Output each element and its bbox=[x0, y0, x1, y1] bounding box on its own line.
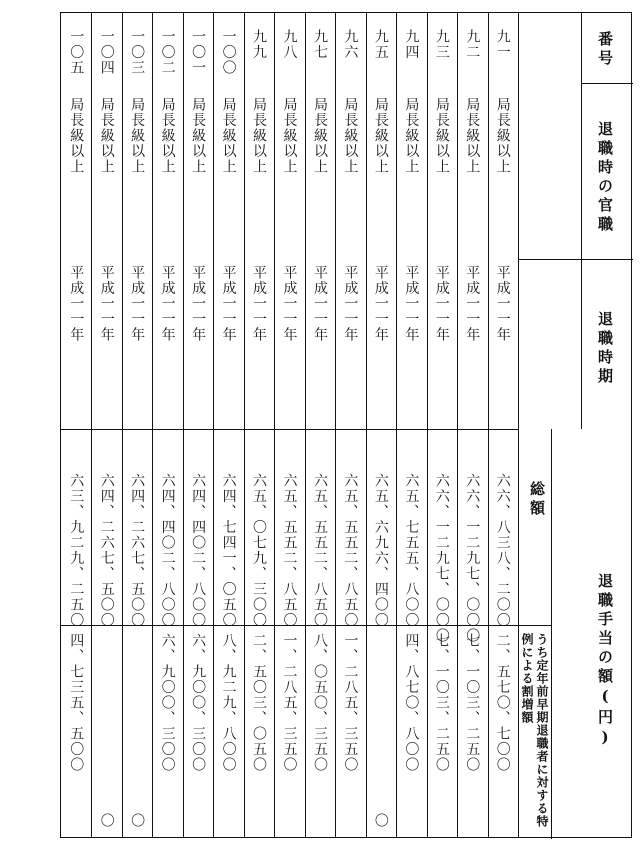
row-special: 〇 bbox=[372, 813, 389, 829]
row-total: 六五、五五二、八五〇 bbox=[342, 473, 359, 628]
row-number: 九五 bbox=[372, 29, 389, 60]
column-divider bbox=[488, 13, 489, 837]
row-special: 一、二八五、三五〇 bbox=[281, 633, 298, 773]
row-number: 九七 bbox=[311, 29, 328, 60]
column-divider bbox=[305, 13, 306, 837]
row-total: 六六、一二九七、〇〇〇 bbox=[433, 473, 450, 644]
row-period: 平成一一年 bbox=[342, 265, 359, 343]
row-position: 局長級以上 bbox=[311, 97, 328, 175]
row-special: 二、五七〇、七〇〇 bbox=[494, 633, 511, 773]
row-special: 八、〇五〇、三五〇 bbox=[311, 633, 328, 773]
row-total: 六五、〇七九、三〇〇 bbox=[251, 473, 268, 628]
row-position: 局長級以上 bbox=[494, 97, 511, 175]
row-total: 六四、二六七、五〇〇 bbox=[129, 473, 146, 628]
column-divider bbox=[91, 13, 92, 837]
row-total: 六五、六九六、四〇〇 bbox=[372, 473, 389, 628]
row-special: 〇 bbox=[129, 813, 146, 829]
row-total: 六四、七四一、〇五〇 bbox=[220, 473, 237, 628]
row-special: 一、二八五、三五〇 bbox=[342, 633, 359, 773]
row-number: 一〇五 bbox=[68, 29, 85, 76]
row-total: 六五、五五二、八五〇 bbox=[281, 473, 298, 628]
column-divider bbox=[427, 13, 428, 837]
row-position: 局長級以上 bbox=[129, 97, 146, 175]
row-period: 平成一一年 bbox=[68, 265, 85, 343]
header-divider bbox=[551, 429, 552, 839]
column-divider bbox=[396, 13, 397, 837]
column-divider bbox=[457, 13, 458, 837]
row-period: 平成一一年 bbox=[159, 265, 176, 343]
row-position: 局長級以上 bbox=[190, 97, 207, 175]
column-divider bbox=[122, 13, 123, 837]
column-divider bbox=[274, 13, 275, 837]
row-period: 平成一一年 bbox=[220, 265, 237, 343]
row-period: 平成一一年 bbox=[464, 265, 481, 343]
row-position: 局長級以上 bbox=[433, 97, 450, 175]
column-divider bbox=[244, 13, 245, 837]
row-total: 六三、九二九、二五〇 bbox=[68, 473, 85, 628]
row-number: 一〇四 bbox=[98, 29, 115, 76]
header-divider bbox=[518, 259, 633, 260]
row-position: 局長級以上 bbox=[464, 97, 481, 175]
header-allowance: 退職手当の額(円) bbox=[596, 573, 614, 750]
row-number: 一〇〇 bbox=[220, 29, 237, 76]
row-position: 局長級以上 bbox=[403, 97, 420, 175]
row-number: 九八 bbox=[281, 29, 298, 60]
row-special: 八、九二九、八〇〇 bbox=[220, 633, 237, 773]
row-number: 九六 bbox=[342, 29, 359, 60]
row-special: 七、一〇三、二五〇 bbox=[464, 633, 481, 773]
section-divider bbox=[61, 429, 518, 430]
row-position: 局長級以上 bbox=[342, 97, 359, 175]
row-number: 九九 bbox=[251, 29, 268, 60]
column-divider bbox=[152, 13, 153, 837]
row-period: 平成一一年 bbox=[98, 265, 115, 343]
row-special: 四、七三五、五〇〇 bbox=[68, 633, 85, 773]
header-position: 退職時の官職 bbox=[596, 121, 614, 235]
row-period: 平成一一年 bbox=[433, 265, 450, 343]
column-divider bbox=[366, 13, 367, 837]
header-divider bbox=[581, 13, 582, 429]
row-number: 一〇一 bbox=[190, 29, 207, 76]
row-number: 一〇二 bbox=[159, 29, 176, 76]
row-period: 平成一一年 bbox=[372, 265, 389, 343]
row-position: 局長級以上 bbox=[159, 97, 176, 175]
retirement-allowance-table bbox=[60, 12, 632, 838]
row-total: 六五、七五五、八〇〇 bbox=[403, 473, 420, 628]
row-total: 六六、一二九七、〇〇〇 bbox=[464, 473, 481, 644]
row-total: 六四、四〇二、八〇〇 bbox=[159, 473, 176, 628]
row-special: 六、九〇〇、三〇〇 bbox=[190, 633, 207, 773]
header-number: 番号 bbox=[596, 31, 614, 69]
header-total: 総額 bbox=[528, 481, 546, 519]
row-period: 平成一一年 bbox=[311, 265, 328, 343]
row-special: 七、一〇三、二五〇 bbox=[433, 633, 450, 773]
row-total: 六六、八三八、二〇〇 bbox=[494, 473, 511, 628]
row-period: 平成一一年 bbox=[251, 265, 268, 343]
row-position: 局長級以上 bbox=[98, 97, 115, 175]
row-total: 六四、二六七、五〇〇 bbox=[98, 473, 115, 628]
column-divider bbox=[213, 13, 214, 837]
row-period: 平成一一年 bbox=[494, 265, 511, 343]
row-position: 局長級以上 bbox=[372, 97, 389, 175]
row-total: 六四、四〇二、八〇〇 bbox=[190, 473, 207, 628]
row-special: 六、九〇〇、三〇〇 bbox=[159, 633, 176, 773]
row-period: 平成一一年 bbox=[281, 265, 298, 343]
row-number: 九一 bbox=[494, 29, 511, 60]
row-period: 平成一一年 bbox=[190, 265, 207, 343]
header-divider bbox=[581, 83, 633, 84]
column-divider bbox=[183, 13, 184, 837]
row-period: 平成一一年 bbox=[403, 265, 420, 343]
row-number: 一〇三 bbox=[129, 29, 146, 76]
row-number: 九四 bbox=[403, 29, 420, 60]
row-special: 四、八七〇、八〇〇 bbox=[403, 633, 420, 773]
row-position: 局長級以上 bbox=[68, 97, 85, 175]
row-position: 局長級以上 bbox=[220, 97, 237, 175]
row-number: 九二 bbox=[464, 29, 481, 60]
header-period: 退職時期 bbox=[596, 311, 614, 387]
column-divider bbox=[335, 13, 336, 837]
row-position: 局長級以上 bbox=[251, 97, 268, 175]
header-special: うち定年前早期退職者に対する特例による割増額 bbox=[520, 633, 549, 828]
row-total: 六五、五五二、八五〇 bbox=[311, 473, 328, 628]
row-number: 九三 bbox=[433, 29, 450, 60]
row-special: 〇 bbox=[98, 813, 115, 829]
row-special: 二、五〇三、〇五〇 bbox=[251, 633, 268, 773]
row-position: 局長級以上 bbox=[281, 97, 298, 175]
row-period: 平成一一年 bbox=[129, 265, 146, 343]
